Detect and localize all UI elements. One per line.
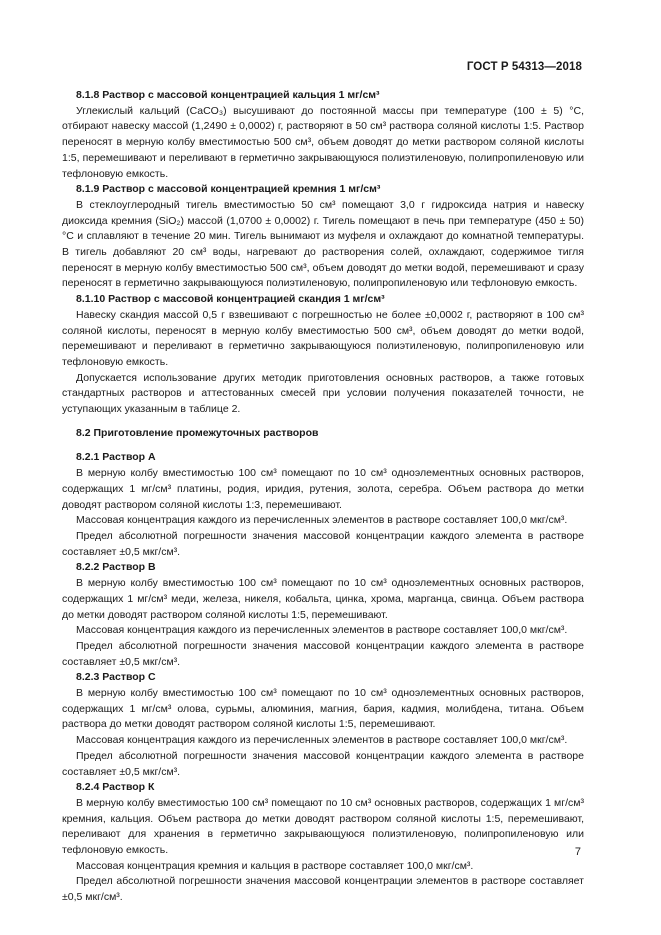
paragraph: Допускается использование других методик приготовления основных растворов, а также готовых стандартных растворов и аттестованных смесей при условии получения показателей точности, не уступающих указанным в таблице 2. <box>62 371 584 416</box>
paragraph: В мерную колбу вместимостью 100 см³ помещают по 10 см³ одноэлементных основных растворов, содержащих 1 мг/см³ платины, родия, иридия, рутения, золота, серебра. Объем раствора до метки доводят раствором соляной кислоты 1:3, перемешивают. <box>62 467 584 511</box>
paragraph: Предел абсолютной погрешности значения массовой концентрации каждого элемента в растворе составляет ±0,5 мкг/см³. <box>62 529 584 558</box>
paragraph: Массовая концентрация каждого из перечисленных элементов в растворе составляет 100,0 мкг/см³. <box>76 514 568 527</box>
paragraph: Предел абсолютной погрешности значения массовой концентрации каждого элемента в растворе составляет ±0,5 мкг/см³. <box>62 749 584 778</box>
paragraph: Предел абсолютной погрешности значения массовой концентрации каждого элемента в растворе составляет ±0,5 мкг/см³. <box>62 639 584 668</box>
document-code: ГОСТ Р 54313—2018 <box>466 61 582 73</box>
heading-8-2-3: 8.2.3 Раствор С <box>76 671 156 684</box>
document-body <box>62 88 584 906</box>
heading-8-1-10: 8.1.10 Раствор с массовой концентрацией скандия 1 мг/см³ <box>76 293 385 306</box>
paragraph: Массовая концентрация кремния и кальция в растворе составляет 100,0 мкг/см³. <box>76 859 474 872</box>
paragraph: В мерную колбу вместимостью 100 см³ помещают по 10 см³ основных растворов, содержащих 1 мг/см³ кремния, кальция. Объем раствора до метки доводят раствором соляной кислоты 1:5, перемешивают, переливают для хранения в герметично закрывающуюся полиэтиленовую, полипропиленовую или тефлоновую емкость. <box>62 796 584 857</box>
heading-8-2-1: 8.2.1 Раствор А <box>76 451 156 464</box>
heading-8-2-2: 8.2.2 Раствор В <box>76 561 156 574</box>
paragraph: Навеску скандия массой 0,5 г взвешивают с погрешностью не более ±0,0002 г, растворяют в 100 см³ соляной кислоты, переносят в мерную колбу вместимостью 500 см³, объем доводят до метки водой, перемешивают и переливают в герметично закрывающуюся полиэтиленовую, полипропиленовую или тефлоновую емкость. <box>62 308 584 368</box>
section-heading-8-2: 8.2 Приготовление промежуточных растворов <box>76 426 319 439</box>
paragraph: Массовая концентрация каждого из перечисленных элементов в растворе составляет 100,0 мкг/см³. <box>76 624 568 637</box>
heading-8-1-8: 8.1.8 Раствор с массовой концентрацией кальция 1 мг/см³ <box>76 89 380 101</box>
paragraph: Предел абсолютной погрешности значения массовой концентрации элементов в растворе составляет ±0,5 мкг/см³. <box>62 875 584 904</box>
paragraph: В мерную колбу вместимостью 100 см³ помещают по 10 см³ одноэлементных основных растворов, содержащих 1 мг/см³ олова, сурьмы, алюминия, магния, бария, кадмия, молибдена, титана. Объем раствора до метки доводят раствором соляной кислоты 1:5, перемешивают. <box>62 687 584 731</box>
heading-8-1-9: 8.1.9 Раствор с массовой концентрацией кремния 1 мг/см³ <box>76 183 381 196</box>
paragraph: В стеклоуглеродный тигель вместимостью 50 см³ помещают 3,0 г гидроксида натрия и навеску диоксида кремния (SiO₂) массой (1,0700 ± 0,0002) г. Тигель помещают в печь при температуре (450 ± 50) °C и сплавляют в течение 20 мин. Тигель вынимают из муфеля и охлаждают до комнатной температуры. В тигель добавляют 20 см³ воды, нагревают до растворения солей, охлаждают, содержимое тигля переносят в мерную колбу вместимостью 500 см³, объем доводят до метки водой, перемешивают и сразу переносят в герметично закрывающуюся полиэтиленовую, полипропиленовую или тефлоновую емкость. <box>62 198 584 290</box>
paragraph: В мерную колбу вместимостью 100 см³ помещают по 10 см³ одноэлементных основных растворов, содержащих 1 мг/см³ меди, железа, никеля, кобальта, цинка, хрома, марганца, свинца. Объем раствора до метки доводят раствором соляной кислоты 1:5, перемешивают. <box>62 577 584 621</box>
paragraph: Массовая концентрация каждого из перечисленных элементов в растворе составляет 100,0 мкг/см³. <box>76 734 568 747</box>
paragraph: Углекислый кальций (CaCO₃) высушивают до постоянной массы при температуре (100 ± 5) °C, отбирают навеску массой (1,2490 ± 0,0002) г, растворяют в 50 см³ раствора соляной кислоты 1:5. Раствор переносят в мерную колбу вместимостью 500 см³, объем доводят до метки раствором соляной кислоты 1:5, перемешивают и переливают в герметично закрывающуюся полиэтиленовую, полипропиленовую или тефлоновую емкость. <box>62 104 584 180</box>
page-number: 7 <box>574 846 581 858</box>
heading-8-2-4: 8.2.4 Раствор К <box>76 781 155 794</box>
